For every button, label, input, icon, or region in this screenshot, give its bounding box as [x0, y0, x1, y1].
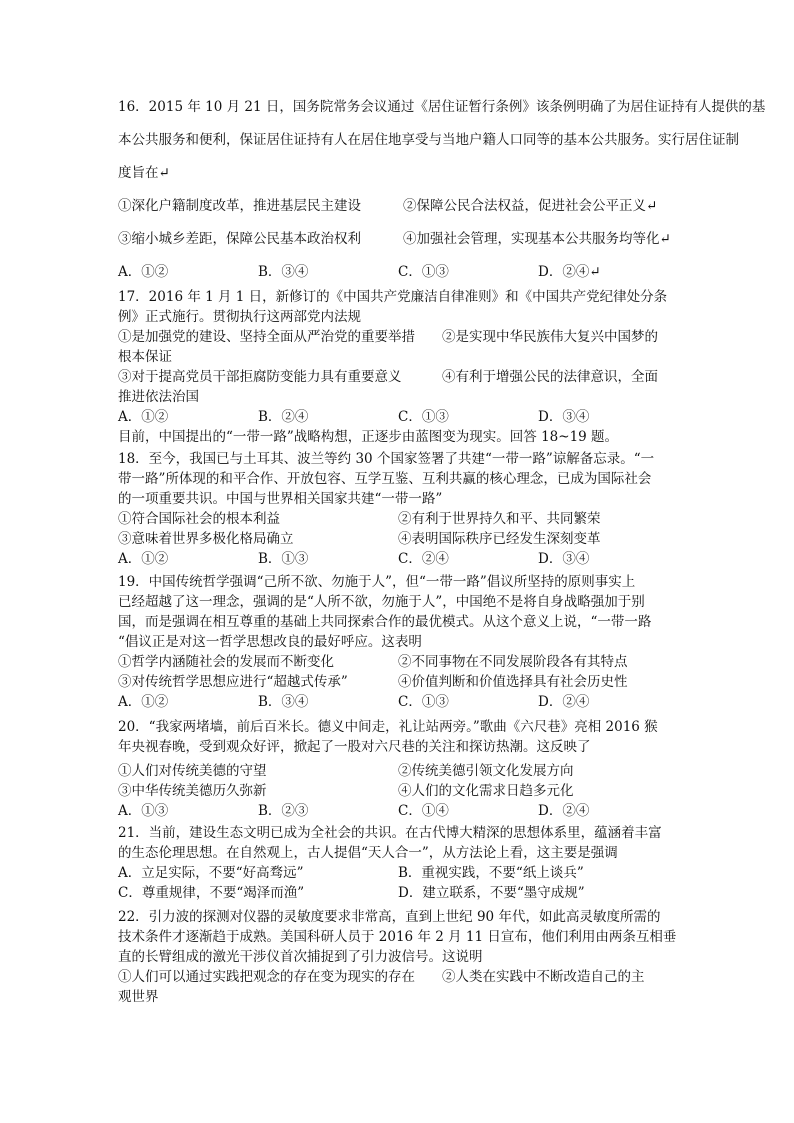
q21-choice-b: B．重视实践，不要“纸上谈兵” — [398, 865, 584, 881]
q16-choice-d: D．②④↵ — [538, 264, 601, 280]
q16-option-4: ④加强社会管理，实现基本公共服务均等化↵ — [403, 231, 671, 247]
q19-line: 19．中国传统哲学强调“己所不欲、勿施于人”，但“一带一路”倡议所坚持的原则事实上 — [118, 574, 636, 590]
q18-choice-c: C．②④ — [398, 551, 449, 567]
q16-choice-a: A．①② — [118, 264, 169, 280]
q16-choice-b: B．③④ — [258, 264, 309, 280]
q21-line: 21．当前，建设生态文明已成为全社会的共识。在古代博大精深的思想体系里，蕴涵着丰富 — [118, 825, 662, 841]
q19-option-4: ④价值判断和价值选择具有社会历史性 — [398, 674, 628, 690]
q21-choice-a: A．立足实际，不要“好高骛远” — [118, 865, 304, 881]
q16-option-row — [118, 223, 678, 256]
q19-option-row — [118, 652, 678, 672]
intro-text: 目前，中国提出的“一带一路”战略构想，正逐步由蓝图变为现实。回答 18~19 题。 — [118, 429, 619, 445]
q17-line: 例》正式施行。贯彻执行这两部党内法规 — [118, 309, 361, 325]
q20-option-row — [118, 761, 678, 781]
q18-option-2: ②有利于世界持久和平、共同繁荣 — [398, 511, 601, 527]
question-18 — [118, 449, 678, 569]
question-17 — [118, 287, 678, 427]
q20-line: 年央视春晚，受到观众好评，掀起了一股对六尺巷的关注和探访热潮。这反映了 — [118, 739, 591, 755]
q18-choice-b: B．①③ — [258, 551, 309, 567]
q16-option-1: ①深化户籍制度改革，推进基层民主建设 — [118, 198, 361, 214]
q18-line: 18．至今，我国已与土耳其、波兰等约 30 个国家签署了共建“一带一路”谅解备忘录。“一 — [118, 451, 655, 467]
q19-option-row — [118, 672, 678, 692]
q16-stem-line: 本公共服务和便利，保证居住证持有人在居住地享受与当地户籍人口同等的基本公共服务。实行居住证制 — [118, 132, 739, 148]
q19-line: 国，而是强调在相互尊重的基础上共同探索合作的最优模式。从这个意义上说，“一带一路 — [118, 614, 652, 630]
q17-line: 推进依法治国 — [118, 389, 199, 405]
q19-line: 已经超越了这一理念，强调的是“人所不欲，勿施于人”，中国绝不是将自身战略强加于别 — [118, 594, 645, 610]
q18-line: 的一项重要共识。中国与世界相关国家共建“一带一路” — [118, 491, 443, 507]
q20-option-3: ③中华传统美德历久弥新 — [118, 783, 267, 799]
q17-line: 17．2016 年 1 月 1 日，新修订的《中国共产党廉洁自律准则》和《中国共产党纪律处分条 — [118, 289, 668, 305]
q16-option-2: ②保障公民合法权益，促进社会公平正义↵ — [403, 198, 658, 214]
q20-choice-d: D．②④ — [538, 803, 590, 819]
q21-choice-d: D．建立联系，不要“墨守成规” — [398, 885, 585, 901]
q17-choices — [118, 407, 678, 427]
q19-option-1: ①哲学内涵随社会的发展而不断变化 — [118, 654, 334, 670]
q19-choice-d: D．②④ — [538, 694, 590, 710]
q21-choice-row — [118, 883, 678, 903]
intro-18-19 — [118, 427, 678, 447]
q16-choice-c: C．①③ — [398, 264, 449, 280]
q21-choice-row — [118, 863, 678, 883]
q21-line: 的生态伦理思想。在自然观上，古人提倡“天人合一”，从方法论上看，这主要是强调 — [118, 845, 618, 861]
q20-choice-a: A．①③ — [118, 803, 169, 819]
q22-line: 直的长臂组成的激光干涉仪首次捕捉到了引力波信号。这说明 — [118, 949, 483, 965]
q17-choice-b: B．②④ — [258, 409, 309, 425]
q18-line: 带一路”所体现的和平合作、开放包容、互学互鉴、互利共赢的核心理念，已成为国际社会 — [118, 471, 652, 487]
q18-option-3: ③意味着世界多极化格局确立 — [118, 531, 294, 547]
q17-choice-d: D．③④ — [538, 409, 590, 425]
q20-line: 20．“我家两堵墙，前后百米长。德义中间走，礼让站两旁。”歌曲《六尺巷》亮相 2016 猴 — [118, 719, 658, 735]
q17-line: ①是加强党的建设、坚持全面从严治党的重要举措 ②是实现中华民族伟大复兴中国梦的 — [118, 329, 658, 345]
question-22 — [118, 907, 678, 1007]
q16-option-3: ③缩小城乡差距，保障公民基本政治权利 — [118, 231, 361, 247]
question-20 — [118, 717, 678, 821]
q18-choices — [118, 549, 678, 569]
q18-choice-d: D．③④ — [538, 551, 590, 567]
q21-choice-c: C．尊重规律，不要“竭泽而渔” — [118, 885, 305, 901]
q22-line: ①人们可以通过实践把观念的存在变为现实的存在 ②人类在实践中不断改造自己的主 — [118, 969, 645, 985]
q16-choices — [118, 256, 678, 289]
question-19 — [118, 572, 678, 712]
q18-option-row — [118, 509, 678, 529]
q19-line: “倡议正是对这一哲学思想改良的最好呼应。这表明 — [118, 634, 422, 650]
q20-choice-c: C．①④ — [398, 803, 449, 819]
q18-choice-a: A．①② — [118, 551, 169, 567]
q22-line: 22．引力波的探测对仪器的灵敏度要求非常高，直到上世纪 90 年代，如此高灵敏度所需的 — [118, 909, 661, 925]
q18-option-1: ①符合国际社会的根本利益 — [118, 511, 280, 527]
q22-line: 观世界 — [118, 989, 159, 1005]
q19-choice-b: B．③④ — [258, 694, 309, 710]
q19-choices — [118, 692, 678, 712]
q19-choice-c: C．①③ — [398, 694, 449, 710]
q20-choice-b: B．②③ — [258, 803, 309, 819]
q20-choices — [118, 801, 678, 821]
q22-line: 技术条件才逐渐趋于成熟。美国科研人员于 2016 年 2 月 11 日宣布，他们利用由两条互相垂 — [118, 929, 677, 945]
q16-option-row — [118, 190, 678, 223]
q20-option-4: ④人们的文化需求日趋多元化 — [398, 783, 574, 799]
q19-option-2: ②不同事物在不同发展阶段各有其特点 — [398, 654, 628, 670]
q20-option-2: ②传统美德引领文化发展方向 — [398, 763, 574, 779]
q17-line: 根本保证 — [118, 349, 172, 365]
question-16 — [118, 91, 766, 289]
question-21 — [118, 823, 678, 903]
q16-stem-line: 度旨在↵ — [118, 165, 170, 181]
q20-option-1: ①人们对传统美德的守望 — [118, 763, 267, 779]
q20-option-row — [118, 781, 678, 801]
q19-option-3: ③对传统哲学思想应进行“超越式传承” — [118, 674, 348, 690]
q17-choice-a: A．①② — [118, 409, 169, 425]
q17-choice-c: C．①③ — [398, 409, 449, 425]
q16-stem-line: 16．2015 年 10 月 21 日，国务院常务会议通过《居住证暂行条例》该条例明确了为居住证持有人提供的基 — [118, 99, 766, 115]
q18-option-row — [118, 529, 678, 549]
q18-option-4: ④表明国际秩序已经发生深刻变革 — [398, 531, 601, 547]
q19-choice-a: A．①② — [118, 694, 169, 710]
q17-line: ③对于提高党员干部拒腐防变能力具有重要意义 ④有利于增强公民的法律意识，全面 — [118, 369, 658, 385]
